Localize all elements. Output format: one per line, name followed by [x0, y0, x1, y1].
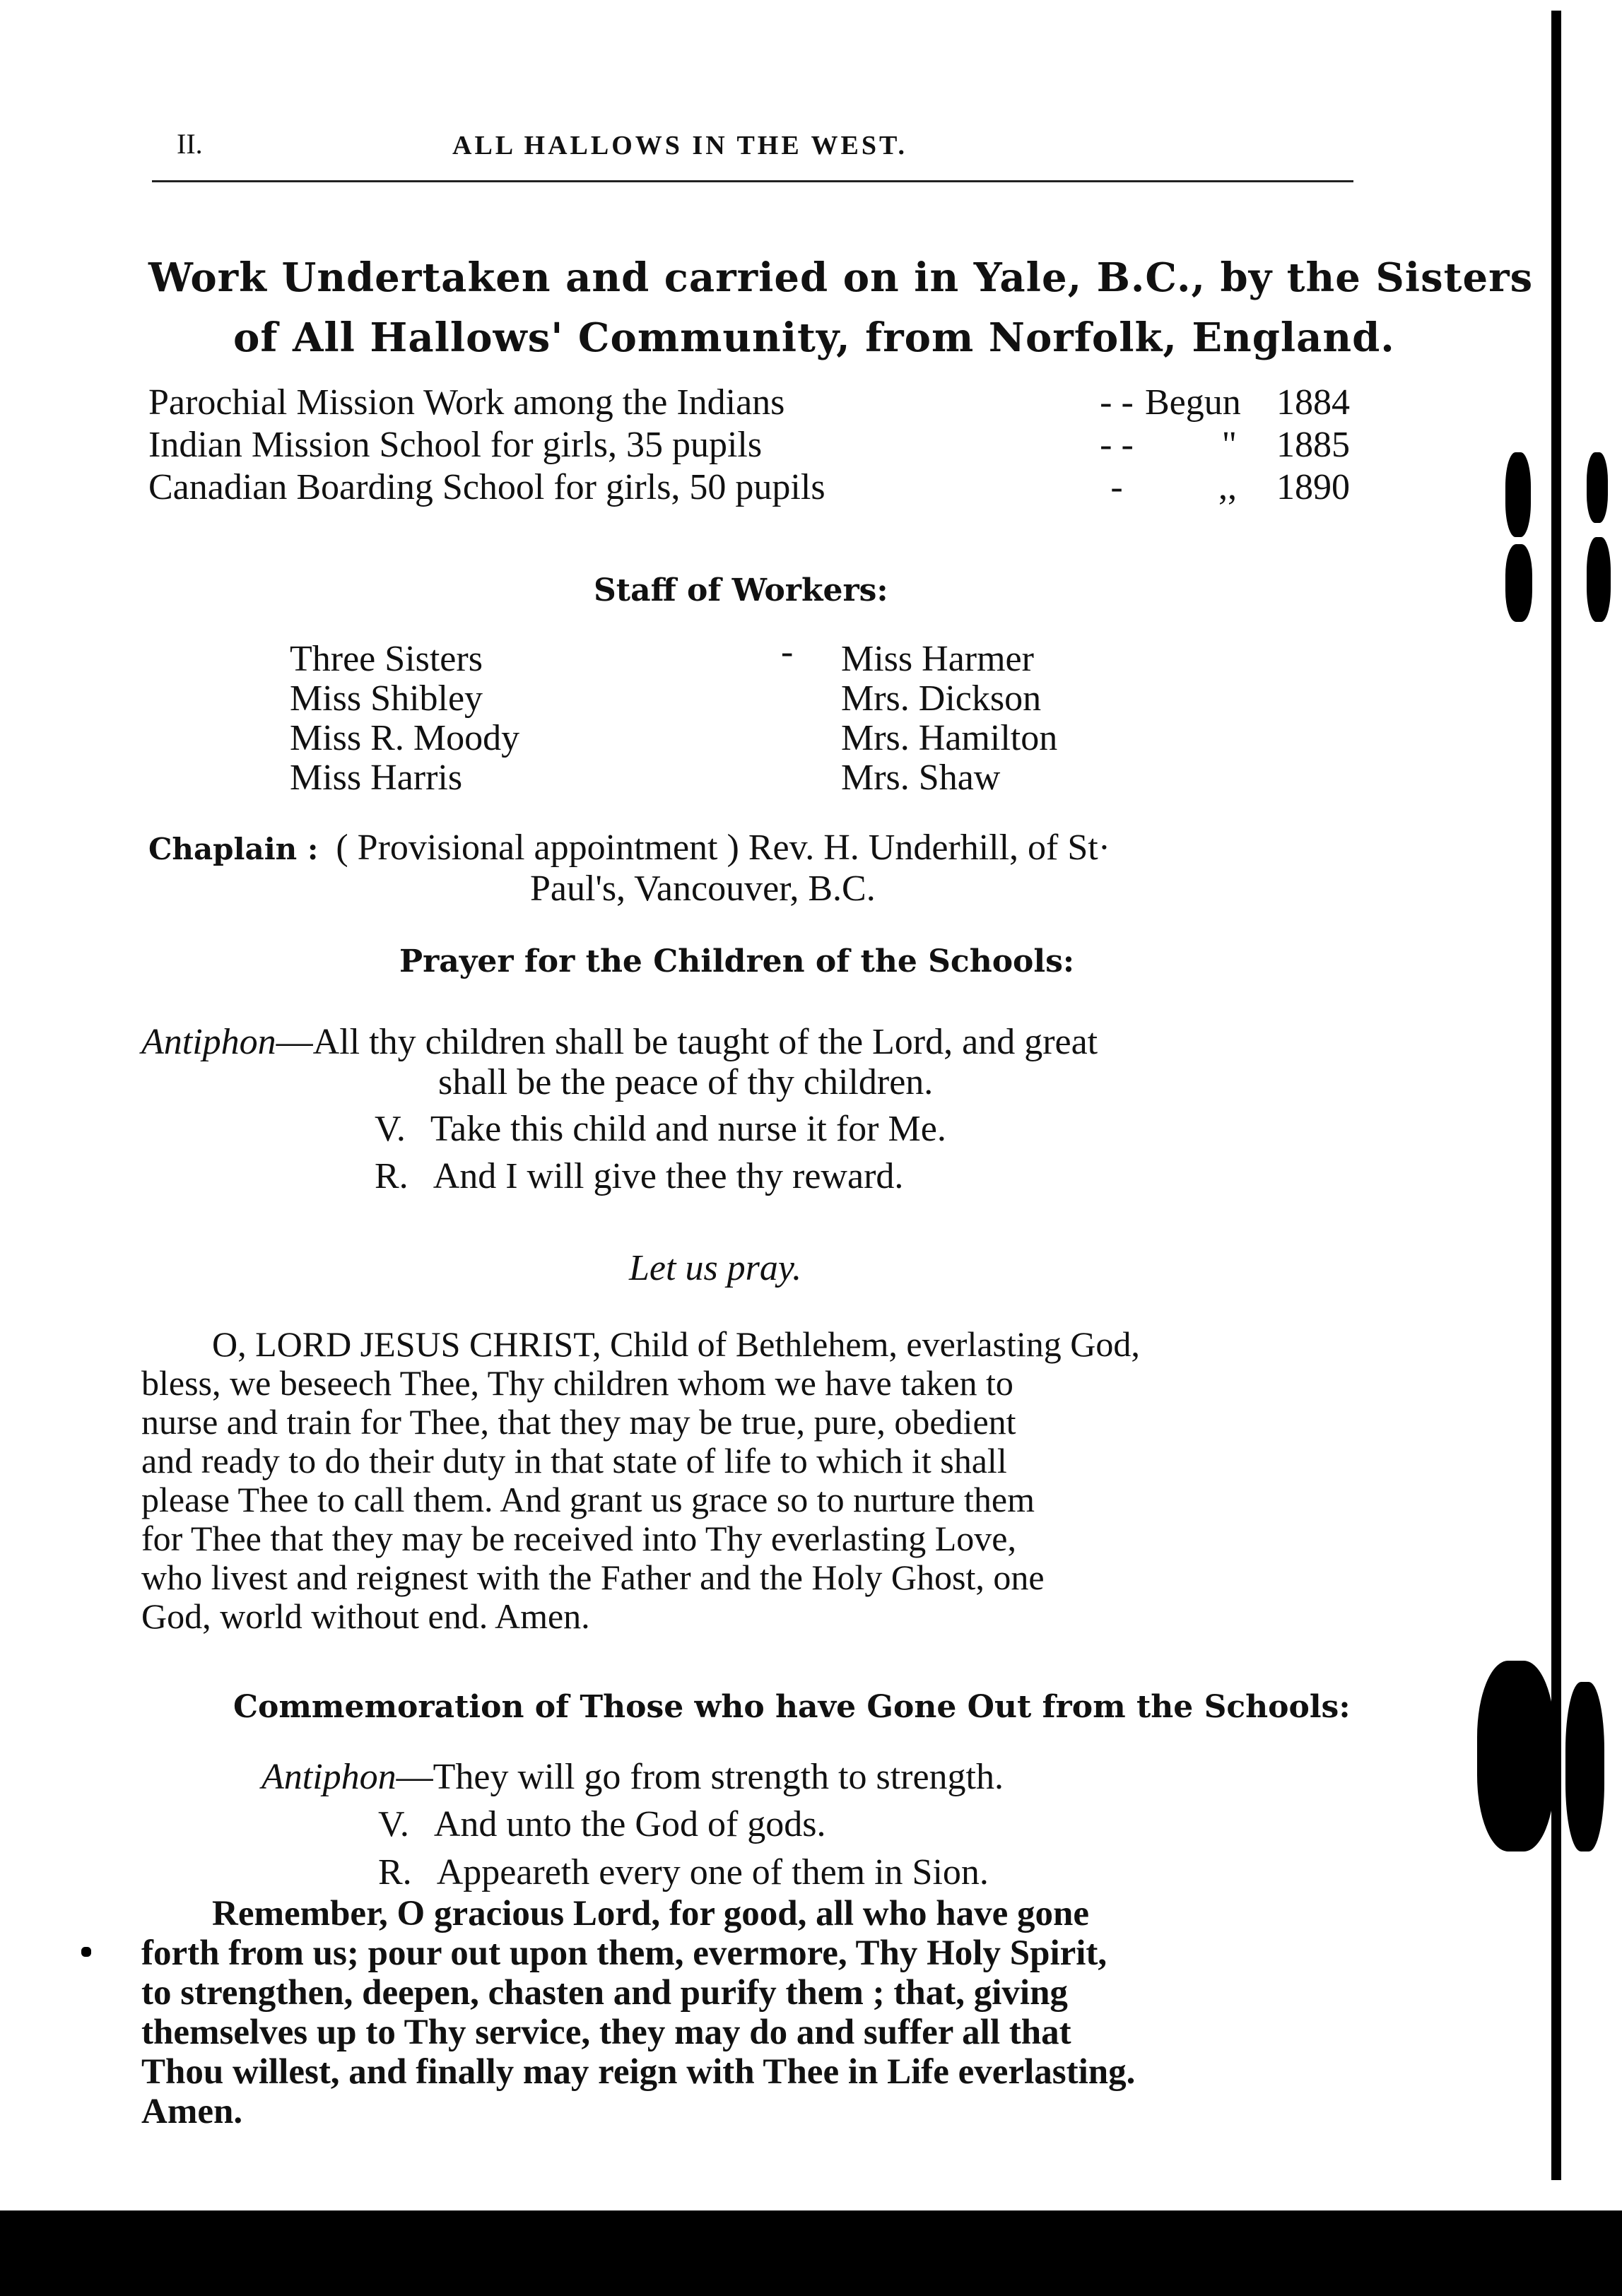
ink-dot	[81, 1947, 91, 1957]
staff-member: Miss Shibley	[290, 678, 483, 719]
work-description: Indian Mission School for girls, 35 pupils	[148, 425, 763, 465]
versicle-label: V.	[378, 1804, 409, 1844]
prayer-line: bless, we beseech Thee, Thy children whom we have taken to	[141, 1363, 1013, 1403]
running-title: ALL HALLOWS IN THE WEST.	[452, 131, 908, 160]
chaplain-line-1	[148, 827, 1110, 871]
staff-member: Miss R. Moody	[290, 718, 520, 758]
work-row	[148, 424, 1350, 466]
work-label: ,,	[1218, 467, 1237, 507]
bottom-scan-border	[0, 2210, 1622, 2296]
staff-member: Mrs. Shaw	[841, 758, 1001, 798]
prayer-line: Remember, O gracious Lord, for good, all who have gone	[212, 1894, 1089, 1933]
versicle	[375, 1108, 946, 1150]
work-row	[148, 466, 1350, 509]
commemoration-versicle	[378, 1803, 826, 1846]
commemoration-antiphon	[261, 1756, 1004, 1798]
prayer-line: Thou willest, and finally may reign with Thee in Life everlasting.	[141, 2052, 1136, 2092]
antiphon-text: —All thy children shall be taught of the Lord, and great	[276, 1022, 1098, 1062]
prayer-line: for Thee that they may be received into Thy everlasting Love,	[141, 1519, 1016, 1558]
work-description: Canadian Boarding School for girls, 50 pupils	[148, 467, 825, 507]
chaplain-text: ( Provisional appointment ) Rev. H. Underhill, of St·	[336, 828, 1111, 868]
antiphon-label: Antiphon	[261, 1757, 396, 1797]
page-number: II.	[177, 128, 203, 160]
staff-member: Miss Harmer	[841, 639, 1034, 679]
ink-blot-mark	[1505, 544, 1532, 622]
commemoration-response	[378, 1851, 989, 1894]
work-year: 1885	[1276, 425, 1350, 465]
staff-member: Mrs. Hamilton	[841, 718, 1058, 758]
prayer-paragraph	[141, 1325, 1357, 1636]
staff-member: Miss Harris	[290, 758, 463, 798]
work-label: "	[1221, 425, 1237, 465]
prayer-line: O, LORD JESUS CHRIST, Child of Bethlehem, everlasting God,	[212, 1324, 1140, 1364]
work-label: Begun	[1145, 382, 1241, 423]
chaplain-line-2: Paul's, Vancouver, B.C.	[530, 869, 876, 909]
work-row	[148, 382, 1350, 424]
prayer-line: themselves up to Thy service, they may do and suffer all that	[141, 2013, 1071, 2052]
versicle-text: Take this child and nurse it for Me.	[430, 1109, 946, 1149]
commemoration-title: Commemoration of Those who have Gone Out from the Schools:	[233, 1689, 1351, 1725]
ink-blot-mark	[1565, 1682, 1604, 1851]
chaplain-label: Chaplain :	[148, 832, 319, 866]
response-text: And I will give thee thy reward.	[433, 1156, 904, 1196]
ink-blot-mark	[1587, 537, 1611, 622]
prayer-line: Amen.	[141, 2092, 243, 2131]
binding-edge-line	[1551, 11, 1561, 2180]
work-leader: - -	[1100, 425, 1134, 465]
prayer-section-title: Prayer for the Children of the Schools:	[399, 943, 1075, 979]
antiphon-label: Antiphon	[141, 1022, 276, 1062]
prayer-line: nurse and train for Thee, that they may be true, pure, obedient	[141, 1402, 1016, 1442]
heading-line-2: of All Hallows' Community, from Norfolk, England.	[233, 314, 1395, 361]
staff-member: Three Sisters	[290, 639, 483, 679]
prayer-line: please Thee to call them. And grant us grace so to nurture them	[141, 1480, 1035, 1519]
work-leader: -	[1110, 467, 1123, 507]
heading-line-1: Work Undertaken and carried on in Yale, B.C., by the Sisters	[148, 254, 1534, 301]
antiphon-line-1	[141, 1021, 1098, 1064]
response-text: Appeareth every one of them in Sion.	[436, 1852, 989, 1892]
works-list	[148, 382, 1350, 509]
work-description: Parochial Mission Work among the Indians	[148, 382, 785, 423]
antiphon-line-2: shall be the peace of thy children.	[438, 1062, 934, 1102]
response	[375, 1155, 903, 1198]
staff-left-column	[290, 640, 519, 798]
let-us-pray: Let us pray.	[629, 1248, 802, 1288]
antiphon-text: —They will go from strength to strength.	[396, 1757, 1004, 1797]
staff-right-column	[841, 640, 1057, 798]
work-leader: - -	[1100, 382, 1134, 423]
ink-blot-mark	[1587, 452, 1608, 523]
prayer-line: forth from us; pour out upon them, evermore, Thy Holy Spirit,	[141, 1933, 1107, 1973]
prayer-line: God, world without end. Amen.	[141, 1596, 590, 1636]
ink-blot-mark	[1505, 452, 1531, 537]
versicle-text: And unto the God of gods.	[433, 1804, 826, 1844]
ink-blot-mark	[1477, 1661, 1555, 1851]
work-year: 1890	[1276, 467, 1350, 507]
response-label: R.	[378, 1852, 412, 1892]
prayer-line: to strengthen, deepen, chasten and purify them ; that, giving	[141, 1973, 1068, 2013]
response-label: R.	[375, 1156, 409, 1196]
header-rule	[152, 180, 1353, 182]
prayer-line: who livest and reignest with the Father and the Holy Ghost, one	[141, 1558, 1045, 1597]
prayer-line: and ready to do their duty in that state of life to which it shall	[141, 1441, 1007, 1480]
staff-member: Mrs. Dickson	[841, 678, 1042, 719]
commemoration-paragraph	[141, 1894, 1357, 2131]
staff-title: Staff of Workers:	[594, 572, 888, 608]
work-year: 1884	[1276, 382, 1350, 423]
staff-separator: -	[781, 632, 794, 672]
versicle-label: V.	[375, 1109, 406, 1149]
